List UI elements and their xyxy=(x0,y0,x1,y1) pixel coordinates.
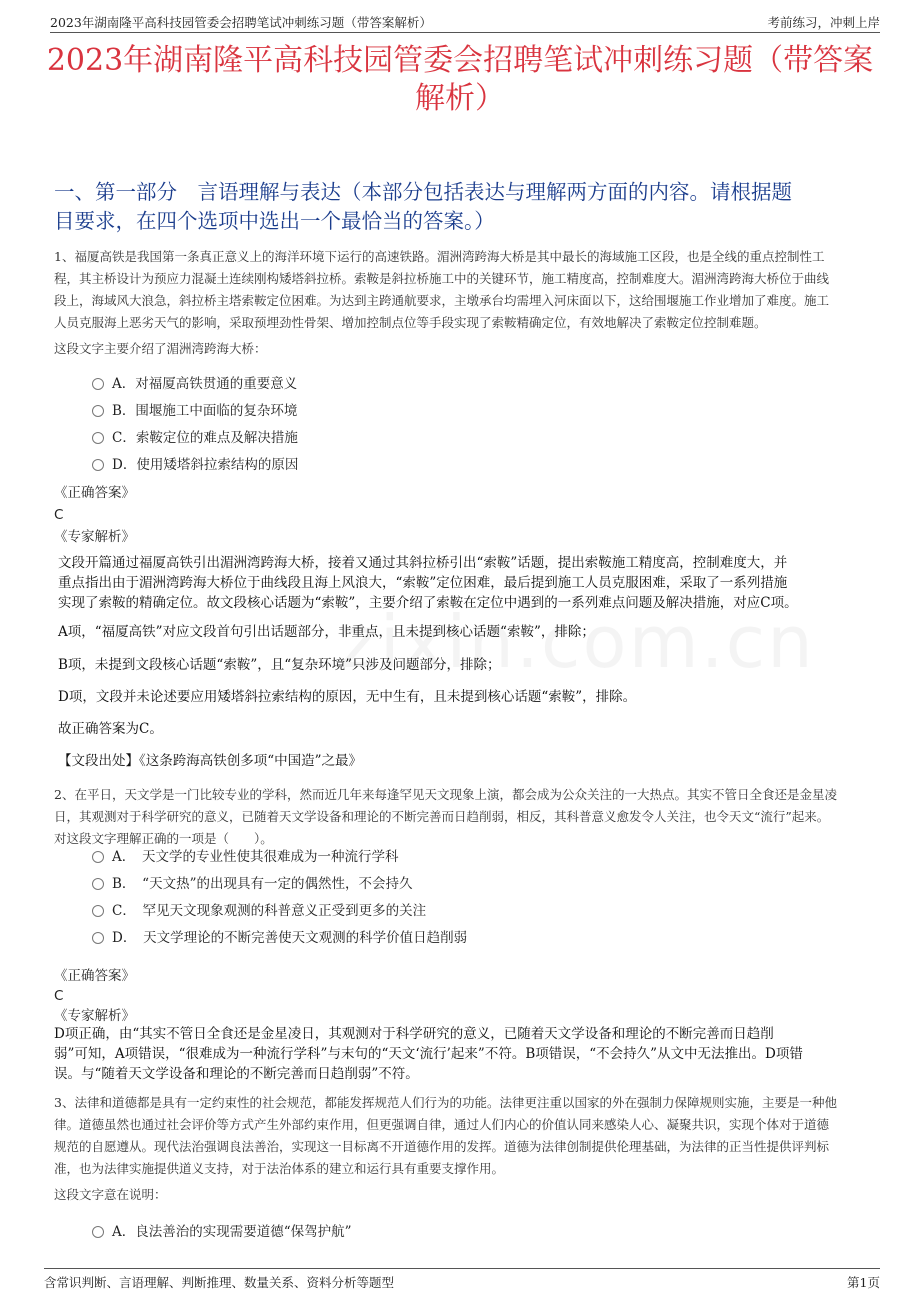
q2-option-c[interactable] xyxy=(92,899,426,919)
answer-label: 《正确答案》 xyxy=(54,485,135,501)
option-label: D．使用矮塔斜拉索结构的原因 xyxy=(112,457,299,473)
radio-icon[interactable] xyxy=(92,905,104,917)
page-header xyxy=(50,10,880,33)
answer-label: 《正确答案》 xyxy=(54,968,135,984)
q3-stem-line: 准，也为法律实施提供道义支持，对于法治体系的建立和运行具有重要支撑作用。 xyxy=(54,1161,505,1176)
section-heading-line-1: 一、第一部分 言语理解与表达（本部分包括表达与理解两方面的内容。请根据题 xyxy=(54,180,792,204)
q1-stem-line: 段上，海域风大浪急，斜拉桥主塔索鞍定位困难。为达到主跨通航要求，主墩承台均需埋入河床面以下，这给围堰施工作业增加了难度。施工 xyxy=(54,293,830,308)
q1-answer-block xyxy=(54,482,868,548)
q1-option-d[interactable] xyxy=(92,453,298,473)
q3-stem-line: 律。道德虽然也通过社会评价等方式产生外部约束作用，但更强调自律，通过人们内心的价值认同来感染人心、凝聚共识，实现个体对于道德 xyxy=(54,1117,830,1132)
q2-stem xyxy=(54,784,868,850)
q1-stem xyxy=(54,246,868,334)
q2-analysis xyxy=(54,1024,868,1084)
q2-option-b[interactable] xyxy=(92,872,412,892)
radio-icon[interactable] xyxy=(92,378,104,390)
document-title-line-1: 2023年湖南隆平高科技园管委会招聘笔试冲刺练习题（带答案 xyxy=(46,43,874,78)
radio-icon[interactable] xyxy=(92,432,104,444)
q1-analysis-b: B项，未提到文段核心话题“索鞍”，且“复杂环境”只涉及问题部分，排除； xyxy=(58,657,501,673)
q2-option-d[interactable] xyxy=(92,926,467,946)
answer-value: C xyxy=(54,988,64,1004)
analysis-label: 《专家解析》 xyxy=(54,1008,135,1024)
page-footer xyxy=(44,1268,880,1291)
q2-answer-block xyxy=(54,966,868,1026)
option-label: C． 罕见天文现象观测的科普意义正受到更多的关注 xyxy=(112,903,427,919)
analysis-line: 重点指出由于湄洲湾跨海大桥位于曲线段且海上风浪大，“索鞍”定位困难，最后提到施工人员克服困难，采取了一系列措施 xyxy=(58,575,788,591)
analysis-label: 《专家解析》 xyxy=(54,529,135,545)
analysis-line: 弱”可知，A项错误，“很难成为一种流行学科”与末句的“天文‘流行’起来”不符。B项错误，“不会持久”从文中无法推出。D项错 xyxy=(54,1046,803,1062)
q2-stem-line: 对这段文字理解正确的一项是（ ）。 xyxy=(54,831,273,846)
radio-icon[interactable] xyxy=(92,878,104,890)
q1-conclusion: 故正确答案为C。 xyxy=(58,721,163,737)
q1-stem-line: 程，其主桥设计为预应力混凝土连续刚构矮塔斜拉桥。索鞍是斜拉桥施工中的关键环节，施工精度高，控制难度大。湄洲湾跨海大桥位于曲线 xyxy=(54,271,830,286)
section-heading xyxy=(54,178,870,236)
radio-icon[interactable] xyxy=(92,405,104,417)
q3-prompt: 这段文字意在说明： xyxy=(54,1187,167,1202)
radio-icon[interactable] xyxy=(92,932,104,944)
option-label: D． 天文学理论的不断完善使天文观测的科学价值日趋削弱 xyxy=(112,930,468,946)
q3-option-a[interactable] xyxy=(92,1220,352,1240)
q1-option-c[interactable] xyxy=(92,426,298,446)
option-label: B． “天文热”的出现具有一定的偶然性，不会持久 xyxy=(112,876,413,892)
radio-icon[interactable] xyxy=(92,1226,104,1238)
q2-stem-line: 日，其观测对于科学研究的意义，已随着天文学设备和理论的不断完善而日趋削弱，相反，其科普意义愈发令人关注，也令天文“流行”起来。 xyxy=(54,809,830,824)
q1-stem-line: 1、福厦高铁是我国第一条真正意义上的海洋环境下运行的高速铁路。湄洲湾跨海大桥是其中最长的海域施工区段，也是全线的重点控制性工 xyxy=(54,249,825,264)
q2-stem-line: 2、在平日，天文学是一门比较专业的学科，然而近几年来每逢罕见天文现象上演，都会成为公众关注的一大热点。其实不管日全食还是金星凌 xyxy=(54,787,837,802)
footer-page-number: 第1页 xyxy=(847,1275,880,1290)
radio-icon[interactable] xyxy=(92,851,104,863)
q1-analysis-a: A项，“福厦高铁”对应文段首句引出话题部分，非重点，且未提到核心话题“索鞍”，排除； xyxy=(58,624,595,640)
q3-stem xyxy=(54,1092,868,1180)
q2-option-a[interactable] xyxy=(92,845,399,865)
option-label: A．良法善治的实现需要道德“保驾护航” xyxy=(112,1224,352,1240)
q1-analysis xyxy=(58,553,868,613)
analysis-line: 文段开篇通过福厦高铁引出湄洲湾跨海大桥，接着又通过其斜拉桥引出“索鞍”话题，提出索鞍施工精度高，控制难度大，并 xyxy=(58,555,788,571)
answer-value: C xyxy=(54,507,64,523)
option-label: A． 天文学的专业性使其很难成为一种流行学科 xyxy=(112,849,399,865)
option-label: A．对福厦高铁贯通的重要意义 xyxy=(112,376,298,392)
analysis-line: 实现了索鞍的精确定位。故文段核心话题为“索鞍”，主要介绍了索鞍在定位中遇到的一系列难点问题及解决措施，对应C项。 xyxy=(58,595,798,611)
header-slogan: 考前练习，冲刺上岸 xyxy=(767,15,880,30)
q1-prompt: 这段文字主要介绍了湄洲湾跨海大桥： xyxy=(54,341,267,356)
q1-option-a[interactable] xyxy=(92,372,297,392)
header-doc-title: 2023年湖南隆平高科技园管委会招聘笔试冲刺练习题（带答案解析） xyxy=(50,15,432,30)
q1-option-b[interactable] xyxy=(92,399,297,419)
analysis-line: D项正确，由“其实不管日全食还是金星凌日，其观测对于科学研究的意义，已随着天文学设备和理论的不断完善而日趋削 xyxy=(54,1026,774,1042)
analysis-line: 误。与“随着天文学设备和理论的不断完善而日趋削弱”不符。 xyxy=(54,1066,419,1082)
q1-stem-line: 人员克服海上恶劣天气的影响，采取预埋劲性骨架、增加控制点位等手段实现了索鞍精确定位，有效地解决了索鞍定位控制难题。 xyxy=(54,315,767,330)
document-title-line-2: 解析） xyxy=(415,81,505,116)
section-heading-line-2: 目要求，在四个选项中选出一个最恰当的答案。） xyxy=(54,209,495,233)
q3-stem-line: 规范的自愿遵从。现代法治强调良法善治，实现这一目标离不开道德作用的发挥。道德为法律创制提供伦理基础，为法律的正当性提供评判标 xyxy=(54,1139,830,1154)
q1-source: 【文段出处】《这条跨海高铁创多项“中国造”之最》 xyxy=(58,753,363,769)
option-label: B．围堰施工中面临的复杂环境 xyxy=(112,403,298,419)
q1-analysis-d: D项，文段并未论述要应用矮塔斜拉索结构的原因，无中生有，且未提到核心话题“索鞍”，排除。 xyxy=(58,689,637,705)
option-label: C．索鞍定位的难点及解决措施 xyxy=(112,430,298,446)
footer-question-types: 含常识判断、言语理解、判断推理、数量关系、资料分析等题型 xyxy=(44,1275,395,1290)
document-title xyxy=(40,42,880,118)
q3-stem-line: 3、法律和道德都是具有一定约束性的社会规范，都能发挥规范人们行为的功能。法律更注重以国家的外在强制力保障规则实施，主要是一种他 xyxy=(54,1095,837,1110)
radio-icon[interactable] xyxy=(92,459,104,471)
